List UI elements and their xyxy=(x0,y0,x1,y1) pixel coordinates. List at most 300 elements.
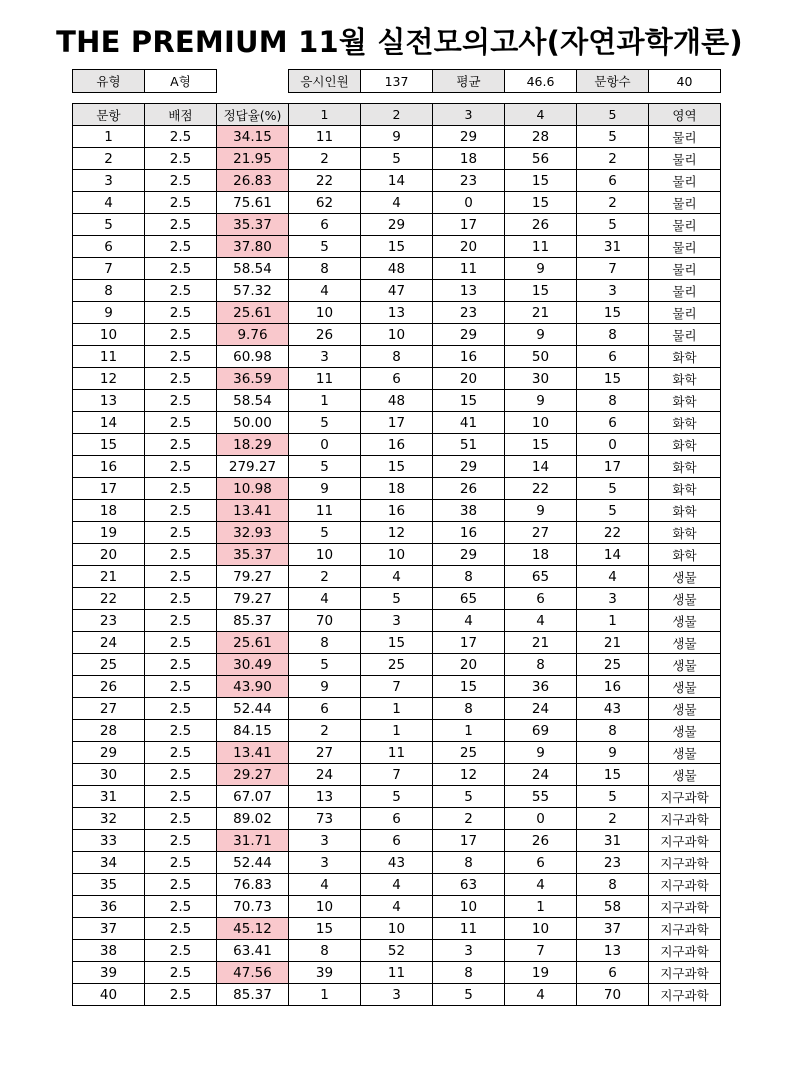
table-row xyxy=(73,368,721,390)
choice-4-count-cell: 15 xyxy=(505,280,577,302)
choice-4-count-cell: 50 xyxy=(505,346,577,368)
choice-3-count-cell: 51 xyxy=(433,434,505,456)
points-cell: 2.5 xyxy=(145,742,217,764)
type-value: A형 xyxy=(145,70,217,93)
points-cell: 2.5 xyxy=(145,368,217,390)
average-label: 평균 xyxy=(433,70,505,93)
choice-3-count-cell: 29 xyxy=(433,126,505,148)
choice-2-count-cell: 15 xyxy=(361,632,433,654)
info-gap xyxy=(217,70,289,93)
choice-2-count-cell: 14 xyxy=(361,170,433,192)
choice-1-count-cell: 2 xyxy=(289,148,361,170)
choice-3-count-cell: 20 xyxy=(433,368,505,390)
question-number-cell: 3 xyxy=(73,170,145,192)
choice-5-count-cell: 43 xyxy=(577,698,649,720)
choice-4-count-cell: 7 xyxy=(505,940,577,962)
table-row xyxy=(73,610,721,632)
table-row xyxy=(73,874,721,896)
points-cell: 2.5 xyxy=(145,170,217,192)
table-row xyxy=(73,698,721,720)
choice-1-count-cell: 26 xyxy=(289,324,361,346)
choice-5-count-cell: 2 xyxy=(577,192,649,214)
question-number-cell: 40 xyxy=(73,984,145,1006)
choice-1-count-cell: 5 xyxy=(289,522,361,544)
choice-3-count-cell: 38 xyxy=(433,500,505,522)
choice-5-count-cell: 7 xyxy=(577,258,649,280)
table-row xyxy=(73,676,721,698)
points-cell: 2.5 xyxy=(145,412,217,434)
correct-rate-cell: 35.37 xyxy=(217,544,289,566)
choice-5-count-cell: 21 xyxy=(577,632,649,654)
choice-4-count-cell: 15 xyxy=(505,434,577,456)
points-cell: 2.5 xyxy=(145,434,217,456)
column-header: 5 xyxy=(577,104,649,126)
subject-area-cell: 지구과학 xyxy=(649,830,721,852)
question-number-cell: 16 xyxy=(73,456,145,478)
points-cell: 2.5 xyxy=(145,962,217,984)
subject-area-cell: 생물 xyxy=(649,610,721,632)
choice-3-count-cell: 11 xyxy=(433,918,505,940)
choice-4-count-cell: 1 xyxy=(505,896,577,918)
choice-3-count-cell: 63 xyxy=(433,874,505,896)
question-number-cell: 28 xyxy=(73,720,145,742)
choice-5-count-cell: 8 xyxy=(577,874,649,896)
points-cell: 2.5 xyxy=(145,720,217,742)
choice-1-count-cell: 1 xyxy=(289,390,361,412)
points-cell: 2.5 xyxy=(145,544,217,566)
points-cell: 2.5 xyxy=(145,918,217,940)
question-number-cell: 38 xyxy=(73,940,145,962)
choice-3-count-cell: 8 xyxy=(433,852,505,874)
choice-1-count-cell: 24 xyxy=(289,764,361,786)
choice-5-count-cell: 13 xyxy=(577,940,649,962)
table-row xyxy=(73,390,721,412)
choice-5-count-cell: 8 xyxy=(577,390,649,412)
choice-1-count-cell: 5 xyxy=(289,412,361,434)
subject-area-cell: 지구과학 xyxy=(649,962,721,984)
choice-3-count-cell: 29 xyxy=(433,456,505,478)
choice-1-count-cell: 6 xyxy=(289,698,361,720)
choice-5-count-cell: 9 xyxy=(577,742,649,764)
choice-4-count-cell: 65 xyxy=(505,566,577,588)
choice-2-count-cell: 9 xyxy=(361,126,433,148)
points-cell: 2.5 xyxy=(145,654,217,676)
points-cell: 2.5 xyxy=(145,852,217,874)
table-row xyxy=(73,720,721,742)
question-number-cell: 18 xyxy=(73,500,145,522)
choice-5-count-cell: 6 xyxy=(577,346,649,368)
correct-rate-cell: 47.56 xyxy=(217,962,289,984)
choice-1-count-cell: 11 xyxy=(289,126,361,148)
choice-5-count-cell: 4 xyxy=(577,566,649,588)
choice-2-count-cell: 16 xyxy=(361,434,433,456)
table-row xyxy=(73,126,721,148)
table-row xyxy=(73,500,721,522)
choice-4-count-cell: 11 xyxy=(505,236,577,258)
choice-5-count-cell: 22 xyxy=(577,522,649,544)
choice-2-count-cell: 10 xyxy=(361,918,433,940)
question-number-cell: 9 xyxy=(73,302,145,324)
table-row xyxy=(73,258,721,280)
points-cell: 2.5 xyxy=(145,940,217,962)
correct-rate-cell: 70.73 xyxy=(217,896,289,918)
question-number-cell: 22 xyxy=(73,588,145,610)
choice-1-count-cell: 1 xyxy=(289,984,361,1006)
choice-4-count-cell: 55 xyxy=(505,786,577,808)
choice-3-count-cell: 4 xyxy=(433,610,505,632)
choice-5-count-cell: 31 xyxy=(577,830,649,852)
correct-rate-cell: 89.02 xyxy=(217,808,289,830)
question-number-cell: 14 xyxy=(73,412,145,434)
choice-3-count-cell: 8 xyxy=(433,962,505,984)
points-cell: 2.5 xyxy=(145,676,217,698)
average-value: 46.6 xyxy=(505,70,577,93)
question-number-cell: 36 xyxy=(73,896,145,918)
choice-5-count-cell: 15 xyxy=(577,764,649,786)
choice-2-count-cell: 1 xyxy=(361,698,433,720)
correct-rate-cell: 85.37 xyxy=(217,610,289,632)
subject-area-cell: 지구과학 xyxy=(649,984,721,1006)
subject-area-cell: 화학 xyxy=(649,434,721,456)
table-row xyxy=(73,302,721,324)
choice-3-count-cell: 13 xyxy=(433,280,505,302)
choice-4-count-cell: 15 xyxy=(505,170,577,192)
choice-2-count-cell: 48 xyxy=(361,258,433,280)
correct-rate-cell: 60.98 xyxy=(217,346,289,368)
correct-rate-cell: 9.76 xyxy=(217,324,289,346)
question-number-cell: 25 xyxy=(73,654,145,676)
choice-2-count-cell: 6 xyxy=(361,808,433,830)
column-header: 3 xyxy=(433,104,505,126)
choice-3-count-cell: 29 xyxy=(433,324,505,346)
correct-rate-cell: 35.37 xyxy=(217,214,289,236)
choice-3-count-cell: 3 xyxy=(433,940,505,962)
table-row xyxy=(73,148,721,170)
choice-1-count-cell: 10 xyxy=(289,302,361,324)
choice-3-count-cell: 8 xyxy=(433,698,505,720)
choice-1-count-cell: 8 xyxy=(289,258,361,280)
choice-1-count-cell: 13 xyxy=(289,786,361,808)
points-cell: 2.5 xyxy=(145,214,217,236)
choice-3-count-cell: 10 xyxy=(433,896,505,918)
points-cell: 2.5 xyxy=(145,786,217,808)
choice-3-count-cell: 1 xyxy=(433,720,505,742)
choice-1-count-cell: 27 xyxy=(289,742,361,764)
choice-2-count-cell: 29 xyxy=(361,214,433,236)
question-number-cell: 37 xyxy=(73,918,145,940)
correct-rate-cell: 36.59 xyxy=(217,368,289,390)
choice-2-count-cell: 5 xyxy=(361,786,433,808)
correct-rate-cell: 67.07 xyxy=(217,786,289,808)
table-row xyxy=(73,280,721,302)
subject-area-cell: 물리 xyxy=(649,214,721,236)
correct-rate-cell: 52.44 xyxy=(217,852,289,874)
points-cell: 2.5 xyxy=(145,500,217,522)
correct-rate-cell: 85.37 xyxy=(217,984,289,1006)
table-row xyxy=(73,918,721,940)
column-header: 1 xyxy=(289,104,361,126)
type-label: 유형 xyxy=(73,70,145,93)
choice-5-count-cell: 2 xyxy=(577,808,649,830)
question-number-cell: 24 xyxy=(73,632,145,654)
choice-5-count-cell: 5 xyxy=(577,214,649,236)
choice-2-count-cell: 18 xyxy=(361,478,433,500)
correct-rate-cell: 29.27 xyxy=(217,764,289,786)
choice-3-count-cell: 25 xyxy=(433,742,505,764)
choice-4-count-cell: 9 xyxy=(505,742,577,764)
choice-4-count-cell: 27 xyxy=(505,522,577,544)
choice-4-count-cell: 30 xyxy=(505,368,577,390)
correct-rate-cell: 32.93 xyxy=(217,522,289,544)
choice-3-count-cell: 17 xyxy=(433,830,505,852)
choice-2-count-cell: 1 xyxy=(361,720,433,742)
table-row xyxy=(73,236,721,258)
subject-area-cell: 물리 xyxy=(649,126,721,148)
examinees-label: 응시인원 xyxy=(289,70,361,93)
subject-area-cell: 화학 xyxy=(649,500,721,522)
question-number-cell: 26 xyxy=(73,676,145,698)
choice-3-count-cell: 41 xyxy=(433,412,505,434)
choice-1-count-cell: 11 xyxy=(289,500,361,522)
subject-area-cell: 물리 xyxy=(649,170,721,192)
correct-rate-cell: 50.00 xyxy=(217,412,289,434)
choice-1-count-cell: 3 xyxy=(289,346,361,368)
correct-rate-cell: 25.61 xyxy=(217,302,289,324)
subject-area-cell: 생물 xyxy=(649,566,721,588)
choice-4-count-cell: 36 xyxy=(505,676,577,698)
choice-5-count-cell: 5 xyxy=(577,786,649,808)
subject-area-cell: 생물 xyxy=(649,764,721,786)
correct-rate-cell: 21.95 xyxy=(217,148,289,170)
table-row xyxy=(73,324,721,346)
table-row xyxy=(73,214,721,236)
question-number-cell: 30 xyxy=(73,764,145,786)
question-number-cell: 20 xyxy=(73,544,145,566)
points-cell: 2.5 xyxy=(145,126,217,148)
table-row xyxy=(73,588,721,610)
choice-4-count-cell: 15 xyxy=(505,192,577,214)
choice-4-count-cell: 9 xyxy=(505,324,577,346)
choice-4-count-cell: 6 xyxy=(505,852,577,874)
choice-1-count-cell: 10 xyxy=(289,896,361,918)
subject-area-cell: 지구과학 xyxy=(649,940,721,962)
choice-1-count-cell: 0 xyxy=(289,434,361,456)
subject-area-cell: 지구과학 xyxy=(649,786,721,808)
choice-1-count-cell: 15 xyxy=(289,918,361,940)
choice-5-count-cell: 16 xyxy=(577,676,649,698)
question-number-cell: 27 xyxy=(73,698,145,720)
choice-5-count-cell: 1 xyxy=(577,610,649,632)
choice-5-count-cell: 5 xyxy=(577,478,649,500)
question-number-cell: 1 xyxy=(73,126,145,148)
choice-1-count-cell: 10 xyxy=(289,544,361,566)
choice-2-count-cell: 4 xyxy=(361,896,433,918)
choice-1-count-cell: 4 xyxy=(289,874,361,896)
choice-3-count-cell: 11 xyxy=(433,258,505,280)
choice-2-count-cell: 10 xyxy=(361,544,433,566)
choice-1-count-cell: 3 xyxy=(289,830,361,852)
table-body xyxy=(73,126,721,1006)
table-row xyxy=(73,742,721,764)
choice-2-count-cell: 13 xyxy=(361,302,433,324)
choice-3-count-cell: 23 xyxy=(433,170,505,192)
subject-area-cell: 물리 xyxy=(649,236,721,258)
correct-rate-cell: 76.83 xyxy=(217,874,289,896)
points-cell: 2.5 xyxy=(145,522,217,544)
correct-rate-cell: 45.12 xyxy=(217,918,289,940)
subject-area-cell: 지구과학 xyxy=(649,874,721,896)
choice-5-count-cell: 23 xyxy=(577,852,649,874)
choice-2-count-cell: 17 xyxy=(361,412,433,434)
question-number-cell: 10 xyxy=(73,324,145,346)
choice-3-count-cell: 26 xyxy=(433,478,505,500)
correct-rate-cell: 34.15 xyxy=(217,126,289,148)
choice-1-count-cell: 22 xyxy=(289,170,361,192)
table-row xyxy=(73,544,721,566)
subject-area-cell: 지구과학 xyxy=(649,852,721,874)
choice-2-count-cell: 5 xyxy=(361,148,433,170)
subject-area-cell: 지구과학 xyxy=(649,808,721,830)
choice-4-count-cell: 4 xyxy=(505,984,577,1006)
choice-3-count-cell: 15 xyxy=(433,390,505,412)
table-row xyxy=(73,808,721,830)
subject-area-cell: 물리 xyxy=(649,302,721,324)
correct-rate-cell: 63.41 xyxy=(217,940,289,962)
choice-3-count-cell: 20 xyxy=(433,236,505,258)
question-number-cell: 15 xyxy=(73,434,145,456)
choice-4-count-cell: 4 xyxy=(505,874,577,896)
choice-1-count-cell: 6 xyxy=(289,214,361,236)
subject-area-cell: 물리 xyxy=(649,148,721,170)
question-number-cell: 6 xyxy=(73,236,145,258)
choice-2-count-cell: 43 xyxy=(361,852,433,874)
table-row xyxy=(73,192,721,214)
points-cell: 2.5 xyxy=(145,302,217,324)
subject-area-cell: 화학 xyxy=(649,544,721,566)
correct-rate-cell: 279.27 xyxy=(217,456,289,478)
subject-area-cell: 생물 xyxy=(649,588,721,610)
subject-area-cell: 물리 xyxy=(649,258,721,280)
question-number-cell: 35 xyxy=(73,874,145,896)
subject-area-cell: 화학 xyxy=(649,478,721,500)
choice-2-count-cell: 4 xyxy=(361,874,433,896)
correct-rate-cell: 58.54 xyxy=(217,258,289,280)
choice-3-count-cell: 15 xyxy=(433,676,505,698)
choice-4-count-cell: 24 xyxy=(505,764,577,786)
choice-4-count-cell: 6 xyxy=(505,588,577,610)
choice-1-count-cell: 70 xyxy=(289,610,361,632)
choice-1-count-cell: 3 xyxy=(289,852,361,874)
choice-1-count-cell: 39 xyxy=(289,962,361,984)
correct-rate-cell: 25.61 xyxy=(217,632,289,654)
table-row xyxy=(73,434,721,456)
choice-4-count-cell: 26 xyxy=(505,830,577,852)
table-row xyxy=(73,412,721,434)
choice-5-count-cell: 15 xyxy=(577,368,649,390)
choice-3-count-cell: 2 xyxy=(433,808,505,830)
choice-5-count-cell: 5 xyxy=(577,500,649,522)
choice-1-count-cell: 9 xyxy=(289,676,361,698)
choice-3-count-cell: 16 xyxy=(433,522,505,544)
table-row xyxy=(73,984,721,1006)
choice-4-count-cell: 10 xyxy=(505,412,577,434)
points-cell: 2.5 xyxy=(145,830,217,852)
examinees-value: 137 xyxy=(361,70,433,93)
choice-1-count-cell: 11 xyxy=(289,368,361,390)
choice-2-count-cell: 7 xyxy=(361,764,433,786)
exam-info-table xyxy=(72,69,721,93)
choice-5-count-cell: 58 xyxy=(577,896,649,918)
question-number-cell: 19 xyxy=(73,522,145,544)
choice-3-count-cell: 12 xyxy=(433,764,505,786)
choice-2-count-cell: 47 xyxy=(361,280,433,302)
subject-area-cell: 생물 xyxy=(649,698,721,720)
choice-1-count-cell: 62 xyxy=(289,192,361,214)
choice-3-count-cell: 0 xyxy=(433,192,505,214)
choice-5-count-cell: 6 xyxy=(577,170,649,192)
choice-2-count-cell: 5 xyxy=(361,588,433,610)
subject-area-cell: 물리 xyxy=(649,192,721,214)
points-cell: 2.5 xyxy=(145,588,217,610)
choice-1-count-cell: 5 xyxy=(289,654,361,676)
choice-4-count-cell: 14 xyxy=(505,456,577,478)
choice-5-count-cell: 0 xyxy=(577,434,649,456)
subject-area-cell: 지구과학 xyxy=(649,896,721,918)
points-cell: 2.5 xyxy=(145,478,217,500)
question-number-cell: 4 xyxy=(73,192,145,214)
points-cell: 2.5 xyxy=(145,324,217,346)
question-number-cell: 11 xyxy=(73,346,145,368)
correct-rate-cell: 37.80 xyxy=(217,236,289,258)
choice-1-count-cell: 73 xyxy=(289,808,361,830)
choice-2-count-cell: 12 xyxy=(361,522,433,544)
choice-4-count-cell: 9 xyxy=(505,258,577,280)
choice-5-count-cell: 3 xyxy=(577,588,649,610)
points-cell: 2.5 xyxy=(145,764,217,786)
choice-5-count-cell: 70 xyxy=(577,984,649,1006)
subject-area-cell: 화학 xyxy=(649,522,721,544)
choice-4-count-cell: 21 xyxy=(505,302,577,324)
choice-2-count-cell: 25 xyxy=(361,654,433,676)
page-title: THE PREMIUM 11월 실전모의고사(자연과학개론) xyxy=(56,25,743,59)
correct-rate-cell: 79.27 xyxy=(217,588,289,610)
choice-4-count-cell: 0 xyxy=(505,808,577,830)
question-number-cell: 32 xyxy=(73,808,145,830)
correct-rate-cell: 84.15 xyxy=(217,720,289,742)
subject-area-cell: 생물 xyxy=(649,720,721,742)
choice-1-count-cell: 5 xyxy=(289,456,361,478)
subject-area-cell: 화학 xyxy=(649,412,721,434)
choice-4-count-cell: 9 xyxy=(505,500,577,522)
correct-rate-cell: 31.71 xyxy=(217,830,289,852)
points-cell: 2.5 xyxy=(145,280,217,302)
choice-4-count-cell: 28 xyxy=(505,126,577,148)
correct-rate-cell: 13.41 xyxy=(217,500,289,522)
choice-4-count-cell: 8 xyxy=(505,654,577,676)
table-row xyxy=(73,346,721,368)
choice-4-count-cell: 69 xyxy=(505,720,577,742)
question-count-value: 40 xyxy=(649,70,721,93)
choice-5-count-cell: 14 xyxy=(577,544,649,566)
table-row xyxy=(73,940,721,962)
table-row xyxy=(73,830,721,852)
choice-3-count-cell: 8 xyxy=(433,566,505,588)
points-cell: 2.5 xyxy=(145,610,217,632)
table-row xyxy=(73,478,721,500)
choice-2-count-cell: 15 xyxy=(361,236,433,258)
choice-5-count-cell: 17 xyxy=(577,456,649,478)
table-row xyxy=(73,962,721,984)
